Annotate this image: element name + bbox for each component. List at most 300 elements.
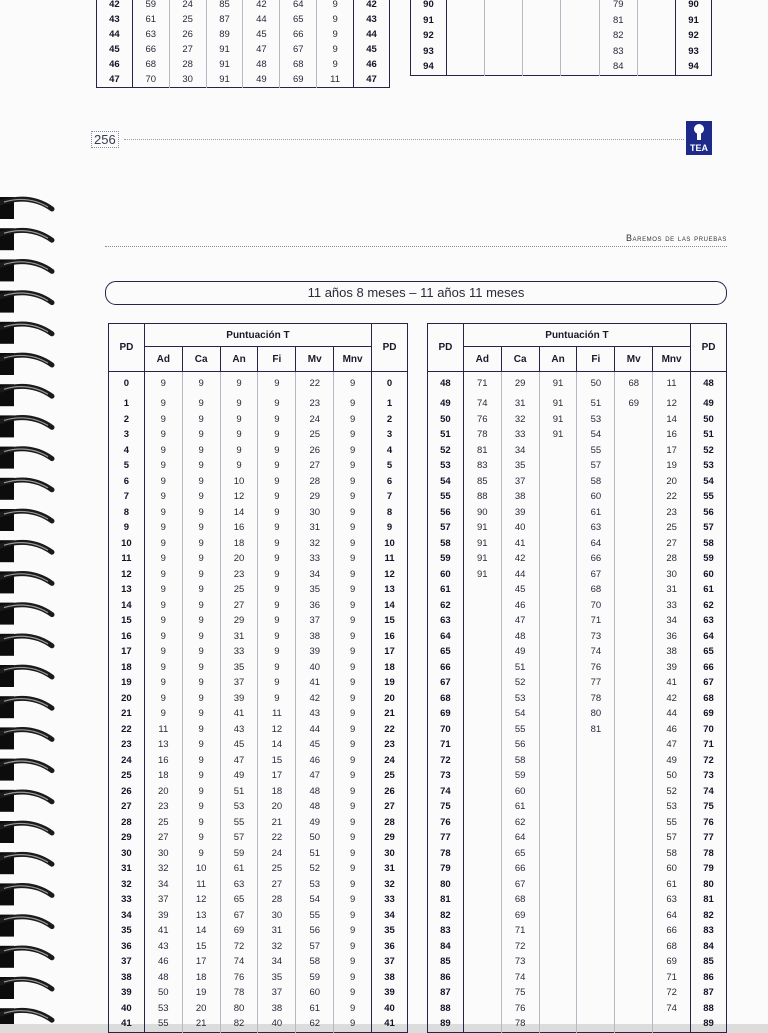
score-cell: 71 [577,613,615,629]
score-cell: 12 [182,892,220,908]
score-cell: 9 [182,536,220,552]
score-cell: 17 [182,954,220,970]
score-cell: 9 [258,675,296,691]
pd-cell: 36 [372,939,408,955]
score-cell: 41 [501,536,539,552]
pd-cell: 29 [372,830,408,846]
score-cell: 9 [317,27,354,42]
score-cell: 9 [317,57,354,72]
score-cell [539,443,577,459]
binding-ring [0,790,52,812]
pd-cell: 38 [372,970,408,986]
score-cell [463,629,501,645]
score-cell: 9 [334,799,372,815]
score-cell [637,28,675,44]
score-cell: 9 [182,706,220,722]
pd-cell: 37 [109,954,145,970]
score-cell: 74 [653,1001,691,1017]
column-header-ad: Ad [144,347,182,372]
table-row [109,582,408,598]
pd-cell: 52 [691,443,727,459]
score-cell [539,737,577,753]
score-cell: 15 [258,753,296,769]
pd-cell: 87 [691,985,727,1001]
score-cell: 9 [182,582,220,598]
score-cell [615,598,653,614]
score-cell: 9 [258,551,296,567]
score-cell: 37 [220,675,258,691]
pd-cell: 68 [428,691,464,707]
score-cell [463,691,501,707]
pd-cell: 75 [428,799,464,815]
score-cell: 45 [296,737,334,753]
score-cell: 58 [501,753,539,769]
score-cell: 64 [653,908,691,924]
score-cell: 90 [477,506,488,518]
score-cell: 9 [258,474,296,490]
score-cell [523,0,561,13]
column-header-fi: Fi [258,347,296,372]
pd-cell: 58 [428,536,464,552]
score-cell: 66 [145,44,157,55]
table-row [109,613,408,629]
score-cell: 48 [501,629,539,645]
score-cell: 53 [653,799,691,815]
score-cell: 11 [158,723,169,735]
binding-ring [0,291,52,313]
pd-cell: 3 [109,427,145,443]
score-cell [637,44,675,60]
score-cell: 60 [577,489,615,505]
score-cell: 9 [182,660,220,676]
score-cell: 41 [296,675,334,691]
score-cell: 66 [501,861,539,877]
pd-cell: 93 [411,44,447,60]
score-cell: 49 [653,753,691,769]
score-cell: 12 [220,489,258,505]
score-cell: 45 [243,27,280,42]
pd-cell: 14 [109,598,145,614]
score-cell [539,598,577,614]
score-cell: 9 [182,691,220,707]
score-cell: 9 [182,474,220,490]
score-cell [446,13,484,29]
score-cell [615,660,653,676]
table-row [109,877,408,893]
table-row [109,598,408,614]
score-cell [539,877,577,893]
pd-cell: 85 [428,954,464,970]
score-cell: 91 [477,537,488,549]
score-cell: 9 [334,443,372,459]
score-cell: 50 [577,372,615,397]
table-row [109,939,408,955]
score-cell: 69 [653,954,691,970]
score-cell: 28 [169,57,206,72]
score-cell [539,908,577,924]
pd-cell: 0 [372,372,408,397]
column-header-mv: Mv [296,347,334,372]
score-cell: 21 [182,1016,220,1032]
score-cell [577,1001,615,1017]
score-cell: 51 [577,396,615,412]
logo-emblem [694,124,704,134]
score-cell: 74 [220,954,258,970]
score-cell [539,985,577,1001]
pd-cell: 16 [372,629,408,645]
score-cell: 9 [334,613,372,629]
score-cell [615,753,653,769]
score-cell [615,443,653,459]
pd-cell: 34 [109,908,145,924]
pd-cell: 24 [109,753,145,769]
pd-cell: 90 [411,0,447,13]
score-cell: 33 [296,551,334,567]
score-cell: 60 [296,985,334,1001]
table-row [109,1001,408,1017]
pd-cell: 73 [428,768,464,784]
score-cell [615,970,653,986]
table-row [109,520,408,536]
score-cell [463,970,501,986]
score-cell: 18 [220,536,258,552]
score-cell: 69 [615,396,653,412]
score-cell: 9 [334,675,372,691]
score-cell [463,660,501,676]
table-row [428,474,727,490]
score-cell: 21 [258,815,296,831]
score-cell [463,644,501,660]
score-cell: 53 [577,412,615,428]
score-cell: 48 [243,57,280,72]
score-cell: 66 [280,27,317,42]
pd-cell: 42 [97,0,133,12]
page-footer-rule [124,139,684,140]
score-cell: 9 [160,491,166,502]
pd-cell: 77 [428,830,464,846]
pd-cell: 6 [109,474,145,490]
score-cell: 55 [653,815,691,831]
score-cell: 9 [334,551,372,567]
pd-cell: 42 [354,0,390,12]
score-cell: 9 [334,877,372,893]
pd-cell: 53 [428,458,464,474]
pd-cell: 93 [676,44,712,60]
score-cell: 81 [477,444,488,456]
score-cell: 9 [317,12,354,27]
score-cell: 49 [501,644,539,660]
pd-cell: 18 [109,660,145,676]
pd-cell: 16 [109,629,145,645]
score-cell [615,427,653,443]
pd-cell: 32 [372,877,408,893]
score-cell [463,861,501,877]
table-row [428,567,727,583]
score-cell: 35 [258,970,296,986]
score-cell: 47 [653,737,691,753]
score-cell [446,28,484,44]
score-cell [637,59,675,75]
score-cell: 71 [501,923,539,939]
score-cell: 38 [296,629,334,645]
score-cell: 9 [334,691,372,707]
score-cell: 9 [334,505,372,521]
score-cell [523,28,561,44]
score-cell: 63 [653,892,691,908]
pd-cell: 87 [428,985,464,1001]
pd-cell: 78 [428,846,464,862]
score-cell [539,768,577,784]
score-cell: 30 [158,847,169,859]
binding-ring [0,384,52,406]
score-cell: 27 [653,536,691,552]
score-cell: 9 [334,567,372,583]
score-cell: 9 [182,644,220,660]
score-cell [615,784,653,800]
pd-cell: 5 [109,458,145,474]
score-cell [463,1001,501,1017]
pd-cell: 27 [109,799,145,815]
score-cell [615,954,653,970]
score-cell [577,768,615,784]
table-row [109,629,408,645]
score-cell: 57 [220,830,258,846]
score-cell [485,28,523,44]
pd-cell: 37 [372,954,408,970]
pd-cell: 2 [109,412,145,428]
table-row [428,923,727,939]
score-cell: 9 [160,413,166,425]
score-cell [539,629,577,645]
pd-cell: 91 [676,13,712,29]
score-cell: 12 [653,396,691,412]
score-cell: 91 [539,372,577,397]
score-cell [539,939,577,955]
score-cell: 91 [206,42,243,57]
pd-cell: 64 [691,629,727,645]
score-cell [463,892,501,908]
score-cell: 39 [220,691,258,707]
score-cell [615,985,653,1001]
score-cell: 71 [477,378,488,389]
score-cell: 9 [258,613,296,629]
table-row [428,892,727,908]
score-cell: 24 [169,0,206,12]
table-row [97,57,390,72]
score-cell: 59 [296,970,334,986]
binding-ring [0,353,52,375]
score-cell [463,908,501,924]
score-cell: 9 [220,412,258,428]
pd-cell: 22 [372,722,408,738]
score-cell: 9 [160,506,166,518]
score-cell: 9 [160,692,166,704]
column-header-ad: Ad [463,347,501,372]
score-cell [446,44,484,60]
column-header-mnv: Mnv [334,347,372,372]
score-cell [615,536,653,552]
score-cell [615,474,653,490]
score-cell: 9 [334,520,372,536]
table-row [109,644,408,660]
binding-ring [0,478,52,500]
score-cell [615,722,653,738]
pd-cell: 36 [109,939,145,955]
score-cell: 9 [160,398,166,409]
pd-cell: 76 [428,815,464,831]
score-cell: 88 [477,491,488,502]
puntuacion-t-header: Puntuación T [144,324,371,347]
score-cell: 25 [220,582,258,598]
top-right-score-table [410,0,712,76]
score-cell: 9 [160,615,166,626]
table-row [109,784,408,800]
table-row [109,660,408,676]
pd-cell: 80 [691,877,727,893]
score-cell: 69 [501,908,539,924]
binding-ring [0,727,52,749]
score-cell [485,13,523,29]
pd-cell: 82 [691,908,727,924]
pd-cell: 40 [372,1001,408,1017]
score-cell [539,892,577,908]
score-cell: 30 [296,505,334,521]
score-cell: 11 [182,877,220,893]
score-cell: 9 [182,722,220,738]
pd-cell: 34 [372,908,408,924]
score-cell: 57 [653,830,691,846]
score-cell: 9 [160,646,166,657]
score-cell: 78 [501,1016,539,1032]
score-cell: 41 [653,675,691,691]
score-cell [561,44,599,60]
score-cell [615,799,653,815]
score-cell: 83 [599,44,637,60]
pd-cell: 82 [428,908,464,924]
score-cell [615,908,653,924]
score-cell: 42 [243,0,280,12]
score-cell: 9 [334,536,372,552]
score-cell [615,1001,653,1017]
table-row [428,427,727,443]
table-row [109,536,408,552]
score-cell [615,923,653,939]
pd-cell: 35 [372,923,408,939]
score-cell: 76 [477,413,488,425]
binding-ring [0,696,52,718]
score-cell [615,706,653,722]
score-cell: 9 [182,372,220,397]
score-cell [539,954,577,970]
score-cell [523,44,561,60]
score-cell: 91 [539,396,577,412]
score-cell: 22 [258,830,296,846]
table-row [109,489,408,505]
pd-cell: 84 [691,939,727,955]
score-cell: 63 [577,520,615,536]
score-cell: 32 [501,412,539,428]
score-cell: 17 [258,768,296,784]
pd-cell: 4 [372,443,408,459]
pd-cell: 52 [428,443,464,459]
score-cell: 31 [296,520,334,536]
score-cell: 82 [599,28,637,44]
score-cell: 35 [220,660,258,676]
score-cell [577,830,615,846]
score-cell: 34 [258,954,296,970]
score-cell: 83 [477,460,488,471]
score-cell: 9 [334,412,372,428]
score-cell [539,799,577,815]
score-cell [463,582,501,598]
pd-cell: 50 [691,412,727,428]
score-cell: 9 [258,644,296,660]
table-row [411,59,712,75]
score-cell [615,861,653,877]
score-cell [539,567,577,583]
score-cell [539,691,577,707]
score-cell [561,13,599,29]
pd-cell: 11 [109,551,145,567]
pd-cell: 77 [691,830,727,846]
table-row [109,372,408,397]
pd-cell: 18 [372,660,408,676]
score-cell: 9 [160,630,166,642]
score-cell: 9 [182,768,220,784]
score-cell: 85 [477,475,488,487]
pd-cell: 74 [691,784,727,800]
score-cell: 49 [220,768,258,784]
table-row [428,799,727,815]
score-cell: 18 [258,784,296,800]
table-row [109,768,408,784]
score-cell: 68 [501,892,539,908]
score-cell: 68 [577,582,615,598]
score-cell: 10 [220,474,258,490]
binding-ring [0,540,52,562]
score-cell: 56 [296,923,334,939]
score-cell: 9 [182,505,220,521]
table-row [428,644,727,660]
table-row [428,706,727,722]
binding-ring [0,415,52,437]
score-cell: 9 [258,567,296,583]
table-row [109,551,408,567]
score-cell: 77 [577,675,615,691]
score-cell: 33 [653,598,691,614]
table-row [97,12,390,27]
score-cell: 9 [334,458,372,474]
binding-ring [0,946,52,968]
pd-cell: 88 [691,1001,727,1017]
score-cell: 9 [258,520,296,536]
score-cell: 80 [577,706,615,722]
table-row [109,908,408,924]
score-cell: 57 [577,458,615,474]
pd-cell: 27 [372,799,408,815]
score-cell [539,582,577,598]
score-cell: 78 [220,985,258,1001]
score-cell [577,861,615,877]
score-cell: 9 [160,444,166,456]
score-cell: 33 [501,427,539,443]
table-row [411,28,712,44]
table-row [109,396,408,412]
score-cell: 67 [220,908,258,924]
score-cell: 9 [317,0,354,12]
column-header-fi: Fi [577,347,615,372]
score-cell: 59 [501,768,539,784]
